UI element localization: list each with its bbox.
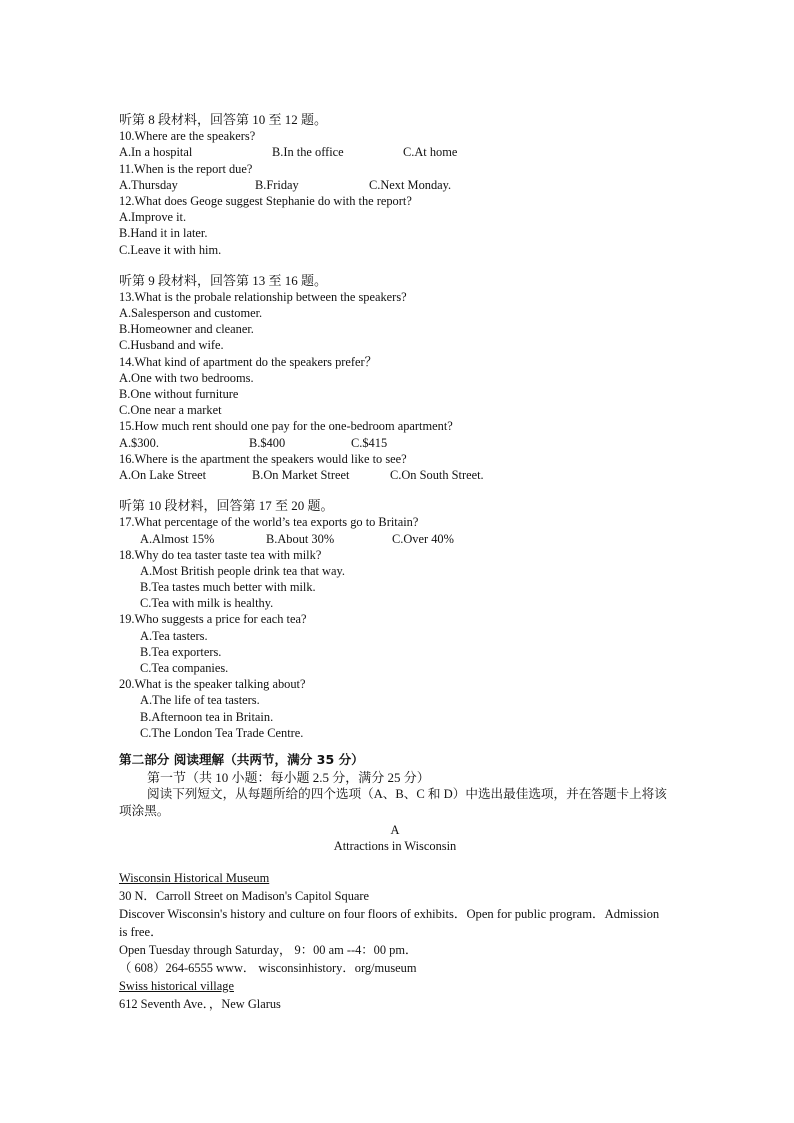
option-c: C.Leave it with him. — [119, 242, 222, 257]
passage-letter: A — [390, 822, 400, 837]
option-a: A.Tea tasters. — [140, 628, 208, 643]
part-title: 第二部分 阅读理解（共两节，满分 35 分） — [119, 751, 364, 767]
option-a: A.Most British people drink tea that way. — [140, 563, 345, 578]
option-c: C.At home — [403, 145, 458, 160]
option-c: C.Husband and wife. — [119, 338, 224, 353]
question-11: 11.When is the report due? — [119, 161, 253, 176]
question-14: 14.What kind of apartment do the speakers prefer？ — [119, 354, 378, 369]
section-heading: 听第 10 段材料，回答第 17 至 20 题。 — [119, 498, 334, 514]
option-b: B.One without furniture — [119, 387, 239, 401]
question-18: 18.Why do tea taster taste tea with milk? — [119, 547, 322, 562]
option-a: A.$300. — [119, 435, 159, 450]
part-subtitle: 第一节（共 10 小题：每小题 2.5 分，满分 25 分） — [147, 769, 430, 785]
option-a: A.Almost 15% — [140, 531, 215, 546]
passage-title: Attractions in Wisconsin — [333, 839, 457, 854]
option-b: B.Afternoon tea in Britain. — [140, 709, 274, 724]
option-b: B.Friday — [255, 177, 299, 192]
options-17 — [119, 531, 689, 547]
part-instruction: 阅读下列短文，从每题所给的四个选项（A、B、C 和 D）中选出最佳选项，并在答题卡上将该项涂黑。 — [119, 786, 667, 818]
option-b: B.About 30% — [266, 531, 335, 546]
option-b: B.Tea tastes much better with milk. — [140, 580, 316, 595]
option-c: C.One near a market — [119, 403, 222, 418]
options-11 — [119, 177, 689, 193]
option-c: C.Next Monday. — [369, 177, 452, 192]
museum-name: Wisconsin Historical Museum — [119, 871, 270, 886]
question-12: 12.What does Geoge suggest Stephanie do with the report? — [119, 193, 412, 208]
question-13: 13.What is the probale relationship between the speakers? — [119, 289, 407, 304]
question-16: 16.Where is the apartment the speakers would like to see? — [119, 451, 407, 466]
museum-description: Discover Wisconsin's history and culture on four floors of exhibits．Open for public program．Admission is free． — [119, 906, 660, 939]
question-20: 20.What is the speaker talking about? — [119, 677, 306, 692]
options-10 — [119, 144, 689, 160]
option-b: B.$400 — [249, 435, 286, 450]
option-c: C.Tea with milk is healthy. — [140, 596, 274, 611]
option-a: A.Thursday — [119, 177, 178, 192]
options-15 — [119, 435, 689, 451]
question-19: 19.Who suggests a price for each tea? — [119, 612, 307, 627]
museum-contact: （ 608）264-6555 www． wisconsinhistory．org/museum — [119, 960, 417, 975]
option-a: A.In a hospital — [119, 145, 193, 160]
option-b: B.Homeowner and cleaner. — [119, 322, 254, 337]
option-a: A.One with two bedrooms. — [119, 370, 254, 385]
section-heading: 听第 9 段材料，回答第 13 至 16 题。 — [119, 272, 328, 288]
option-a: A.Improve it. — [119, 210, 187, 225]
option-c: C.Tea companies. — [140, 661, 229, 675]
village-address: 612 Seventh Ave．，New Glarus — [119, 996, 281, 1011]
option-b: B.Tea exporters. — [140, 644, 222, 659]
option-c: C.Over 40% — [392, 531, 454, 546]
options-16 — [119, 467, 689, 483]
option-a: A.Salesperson and customer. — [119, 306, 263, 321]
museum-address: 30 N．Carroll Street on Madison's Capitol Square — [119, 888, 370, 903]
question-10: 10.Where are the speakers? — [119, 129, 256, 144]
option-a: A.The life of tea tasters. — [140, 693, 260, 708]
option-c: C.On South Street. — [390, 467, 484, 482]
option-a: A.On Lake Street — [119, 467, 207, 482]
document-page — [119, 112, 689, 1013]
option-b: B.Hand it in later. — [119, 226, 208, 241]
question-15: 15.How much rent should one pay for the one-bedroom apartment? — [119, 419, 453, 434]
option-c: C.$415 — [351, 435, 388, 450]
option-b: B.In the office — [272, 145, 344, 160]
question-17: 17.What percentage of the world’s tea exports go to Britain? — [119, 515, 419, 530]
village-name: Swiss historical village — [119, 978, 234, 993]
museum-hours: Open Tuesday through Saturday， 9：00 am --4：00 pm． — [119, 942, 418, 957]
option-c: C.The London Tea Trade Centre. — [140, 725, 304, 740]
section-heading: 听第 8 段材料，回答第 10 至 12 题。 — [119, 112, 328, 127]
option-b: B.On Market Street — [252, 467, 350, 482]
